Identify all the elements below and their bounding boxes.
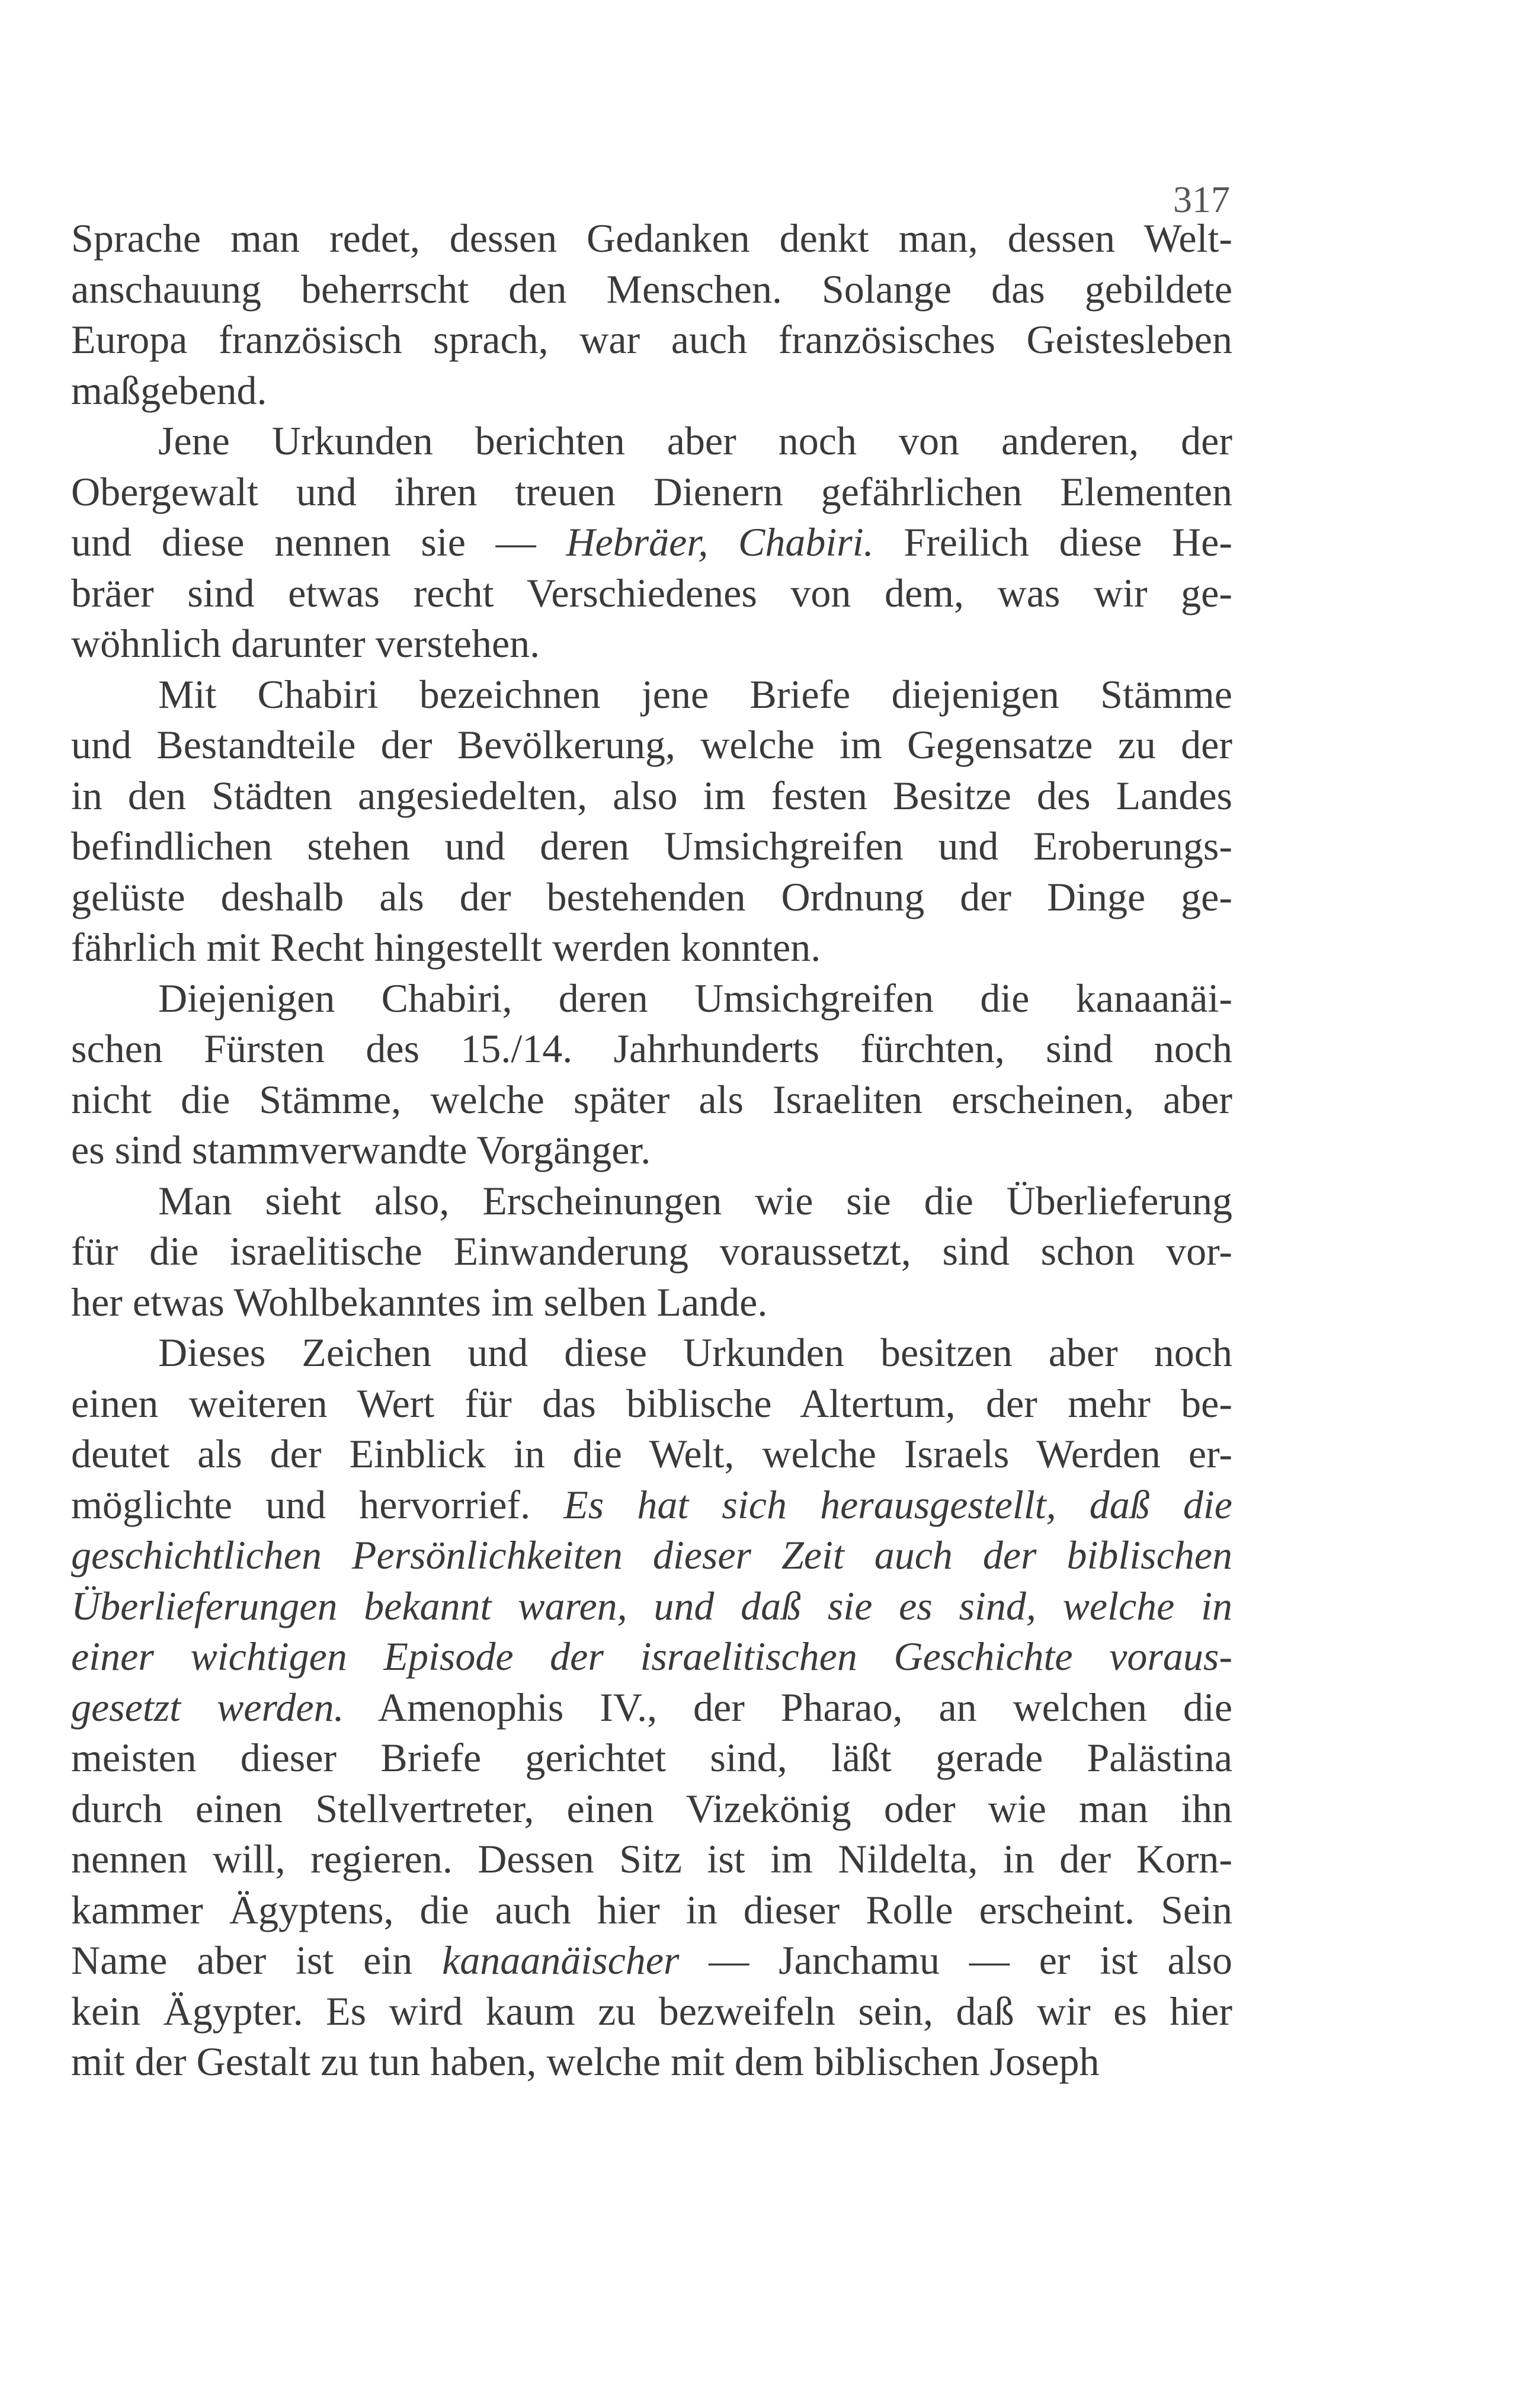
text-line bbox=[71, 973, 1232, 1024]
line-text: Amenophis IV., der Pharao, an welchen die bbox=[344, 1684, 1232, 1730]
line-text: möglichte und hervorrief. bbox=[71, 1482, 564, 1527]
line-text: — Janchamu — er ist also bbox=[679, 1938, 1232, 1983]
text-line bbox=[71, 1429, 1232, 1480]
text-line bbox=[71, 1024, 1232, 1075]
line-text: kammer Ägyptens, die auch hier in dieser Rolle erscheint. Sein bbox=[71, 1887, 1232, 1932]
line-text: befindlichen stehen und deren Umsichgreifen und Eroberungs- bbox=[71, 823, 1232, 868]
page-number: 317 bbox=[1173, 178, 1230, 220]
line-text: Sprache man redet, dessen Gedanken denkt man, dessen Welt- bbox=[71, 216, 1232, 261]
text-line bbox=[71, 517, 1232, 568]
line-text: und Bestandteile der Bevölkerung, welche im Gegensatze zu der bbox=[71, 722, 1232, 767]
italic-text: Überlieferungen bekannt waren, und daß sie es sind, welche in bbox=[71, 1583, 1232, 1628]
line-text: wöhnlich darunter verstehen. bbox=[71, 621, 540, 666]
italic-text: Es hat sich herausgestellt, daß die bbox=[563, 1482, 1232, 1527]
text-line bbox=[71, 669, 1232, 720]
line-text: gelüste deshalb als der bestehenden Ordnung der Dinge ge- bbox=[71, 874, 1232, 919]
text-line bbox=[71, 365, 1232, 416]
line-text: Mit Chabiri bezeichnen jene Briefe diejenigen Stämme bbox=[158, 671, 1232, 717]
text-line bbox=[71, 1784, 1232, 1835]
text-line bbox=[71, 1328, 1232, 1378]
text-line bbox=[71, 568, 1232, 619]
line-text: maßgebend. bbox=[71, 367, 267, 413]
line-text: her etwas Wohlbekanntes im selben Lande. bbox=[71, 1279, 768, 1325]
text-line bbox=[71, 872, 1232, 923]
text-line bbox=[71, 416, 1232, 467]
italic-text: einer wichtigen Episode der israelitischen Geschichte voraus- bbox=[71, 1634, 1232, 1679]
text-line bbox=[71, 1682, 1232, 1733]
text-line bbox=[71, 1834, 1232, 1885]
line-text: schen Fürsten des 15./14. Jahrhunderts fürchten, sind noch bbox=[71, 1026, 1232, 1071]
text-line bbox=[71, 720, 1232, 771]
line-text: fährlich mit Recht hingestellt werden konnten. bbox=[71, 925, 821, 970]
line-text: in den Städten angesiedelten, also im festen Besitze des Landes bbox=[71, 772, 1232, 818]
text-line bbox=[71, 922, 1232, 973]
line-text: bräer sind etwas recht Verschiedenes von dem, was wir ge- bbox=[71, 570, 1232, 615]
text-line bbox=[71, 1277, 1232, 1328]
italic-text: kanaanäischer bbox=[442, 1938, 680, 1983]
text-line bbox=[71, 1125, 1232, 1176]
italic-text: geschichtlichen Persönlichkeiten dieser Zeit auch der biblischen bbox=[71, 1532, 1232, 1577]
line-text: nicht die Stämme, welche später als Israeliten erscheinen, aber bbox=[71, 1076, 1232, 1122]
text-body bbox=[71, 213, 1232, 2088]
line-text: meisten dieser Briefe gerichtet sind, läßt gerade Palästina bbox=[71, 1735, 1232, 1780]
line-text: und diese nennen sie — bbox=[71, 520, 566, 565]
text-line bbox=[71, 771, 1232, 822]
text-line bbox=[71, 1378, 1232, 1429]
line-text: Obergewalt und ihren treuen Dienern gefährlichen Elementen bbox=[71, 469, 1232, 514]
text-line bbox=[71, 1226, 1232, 1277]
text-line bbox=[71, 618, 1232, 669]
text-line bbox=[71, 1935, 1232, 1986]
line-text: Freilich diese He- bbox=[873, 520, 1232, 565]
text-line bbox=[71, 1986, 1232, 2037]
line-text: Man sieht also, Erscheinungen wie sie die Überlieferung bbox=[158, 1178, 1232, 1223]
text-line bbox=[71, 467, 1232, 518]
line-text: Jene Urkunden berichten aber noch von anderen, der bbox=[158, 418, 1232, 463]
text-line bbox=[71, 1480, 1232, 1531]
italic-text: Hebräer, Chabiri. bbox=[566, 520, 874, 565]
text-line bbox=[71, 1176, 1232, 1227]
text-line bbox=[71, 821, 1232, 872]
line-text: deutet als der Einblick in die Welt, welche Israels Werden er- bbox=[71, 1431, 1232, 1476]
text-line bbox=[71, 2037, 1232, 2088]
line-text: für die israelitische Einwanderung voraussetzt, sind schon vor- bbox=[71, 1229, 1232, 1274]
text-line bbox=[71, 1885, 1232, 1936]
line-text: anschauung beherrscht den Menschen. Solange das gebildete bbox=[71, 266, 1232, 312]
line-text: durch einen Stellvertreter, einen Vizekönig oder wie man ihn bbox=[71, 1785, 1232, 1831]
line-text: mit der Gestalt zu tun haben, welche mit dem biblischen Joseph bbox=[71, 2039, 1100, 2084]
line-text: einen weiteren Wert für das biblische Altertum, der mehr be- bbox=[71, 1380, 1232, 1426]
text-line bbox=[71, 315, 1232, 365]
line-text: Europa französisch sprach, war auch französisches Geistesleben bbox=[71, 317, 1232, 362]
line-text: es sind stammverwandte Vorgänger. bbox=[71, 1127, 651, 1172]
line-text: Name aber ist ein bbox=[71, 1938, 443, 1983]
text-line bbox=[71, 213, 1232, 264]
text-line bbox=[71, 1631, 1232, 1682]
text-line bbox=[71, 1581, 1232, 1632]
text-line bbox=[71, 1075, 1232, 1126]
text-line bbox=[71, 1733, 1232, 1784]
italic-text: gesetzt werden. bbox=[71, 1684, 344, 1730]
line-text: kein Ägypter. Es wird kaum zu bezweifeln sein, daß wir es hier bbox=[71, 1988, 1232, 2034]
line-text: Dieses Zeichen und diese Urkunden besitzen aber noch bbox=[158, 1330, 1232, 1375]
text-line bbox=[71, 264, 1232, 315]
text-line bbox=[71, 1530, 1232, 1581]
line-text: Diejenigen Chabiri, deren Umsichgreifen die kanaanäi- bbox=[158, 975, 1232, 1021]
line-text: nennen will, regieren. Dessen Sitz ist im Nildelta, in der Korn- bbox=[71, 1836, 1232, 1881]
